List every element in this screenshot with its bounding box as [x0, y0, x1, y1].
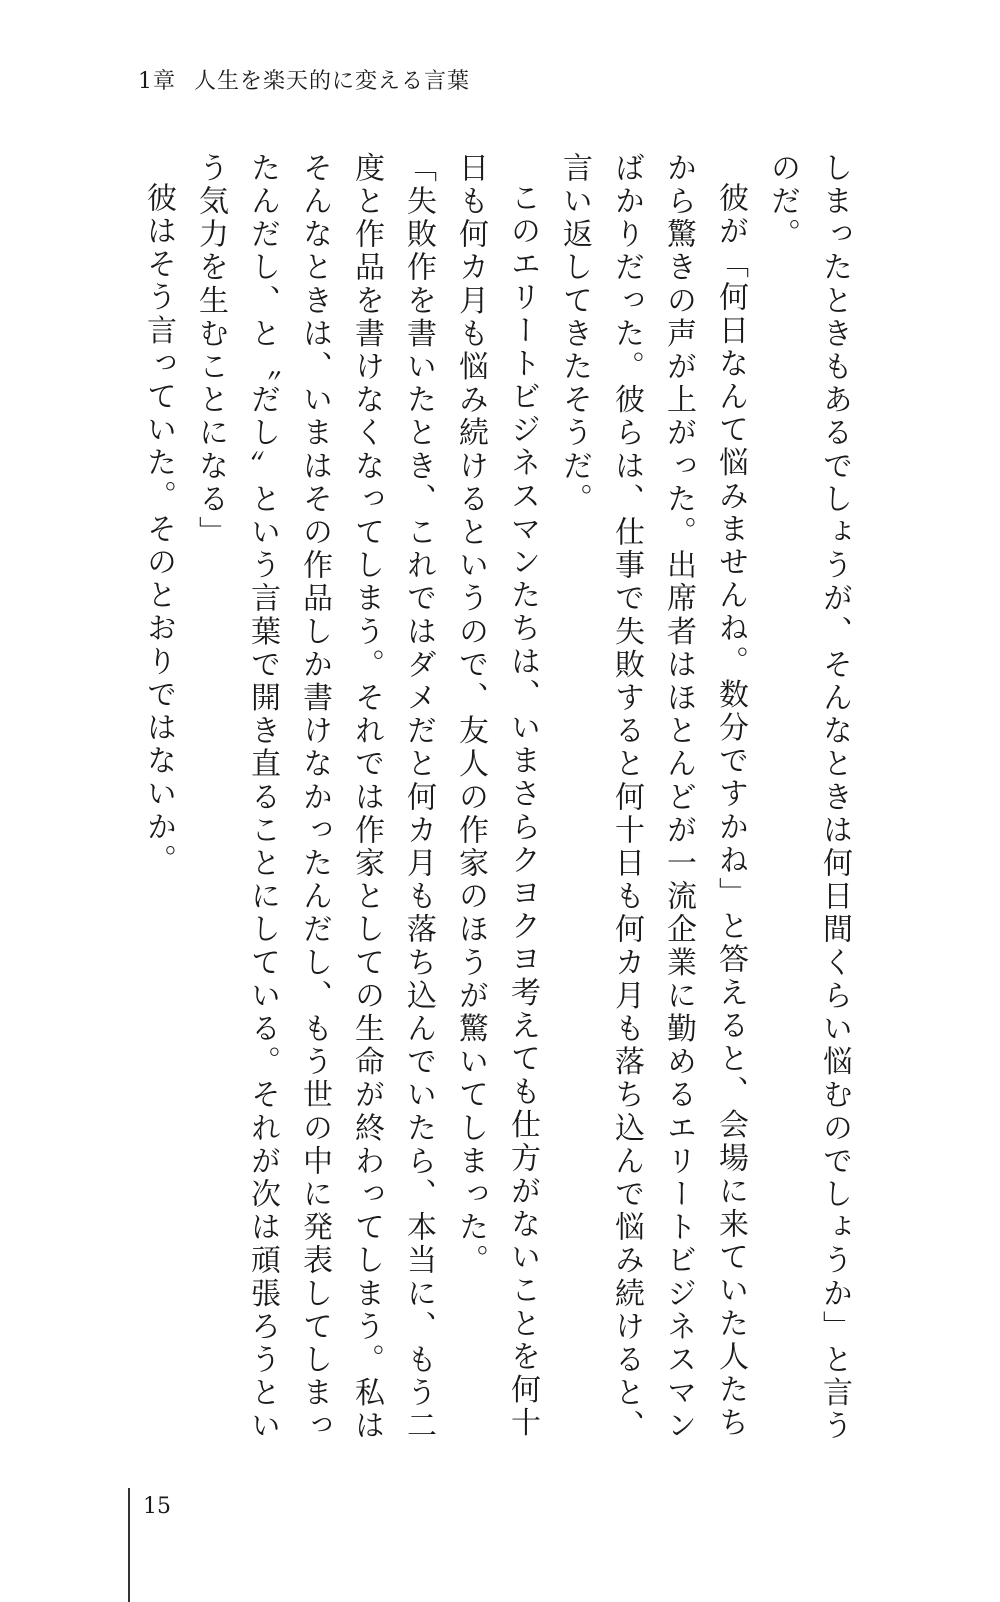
paragraph: 彼が「何日なんて悩みませんね。数分ですかね」と答えると、会場に来ていた人たちから驚きの声が上がった。出席者はほとんどが一流企業に勤めるエリートビジネスマンばかりだった。彼らは、仕事で失敗すると何十日も何カ月も落ち込んで悩み続けると、言い返してきたそうだ。 [557, 152, 748, 1443]
paragraph: しまったときもあるでしょうが、そんなときは何日間くらい悩むのでしょうか」と言うのだ。 [765, 152, 852, 1443]
running-head [138, 64, 470, 95]
chapter-title: 人生を楽天的に変える言葉 [194, 69, 471, 94]
paragraph: このエリートビジネスマンたちは、いまさらクヨクヨ考えても仕方がないことを何十日も何カ月も悩み続けるというので、友人の作家のほうが驚いてしまった。 [453, 152, 540, 1440]
page-number: 15 [143, 1494, 171, 1519]
paragraph-quote: 「失敗作を書いたとき、これではダメだと何カ月も落ち込んでいたら、本当に、もう二度と作品を書けなくなってしまう。それでは作家としての生命が終わってしまう。私はそんなときは、いまはその作品しか書けなかったんだし、もう世の中に発表してしまったんだし、と〝だし〟という言葉で開き直ることにしている。それが次は頑張ろうという気力を生むことになる」 [193, 152, 436, 1443]
chapter-number: 1章 [138, 69, 176, 94]
body-text [110, 152, 860, 1472]
paragraph: 彼はそう言っていた。そのとおりではないか。 [141, 182, 176, 878]
page-number-rule [128, 1488, 130, 1602]
